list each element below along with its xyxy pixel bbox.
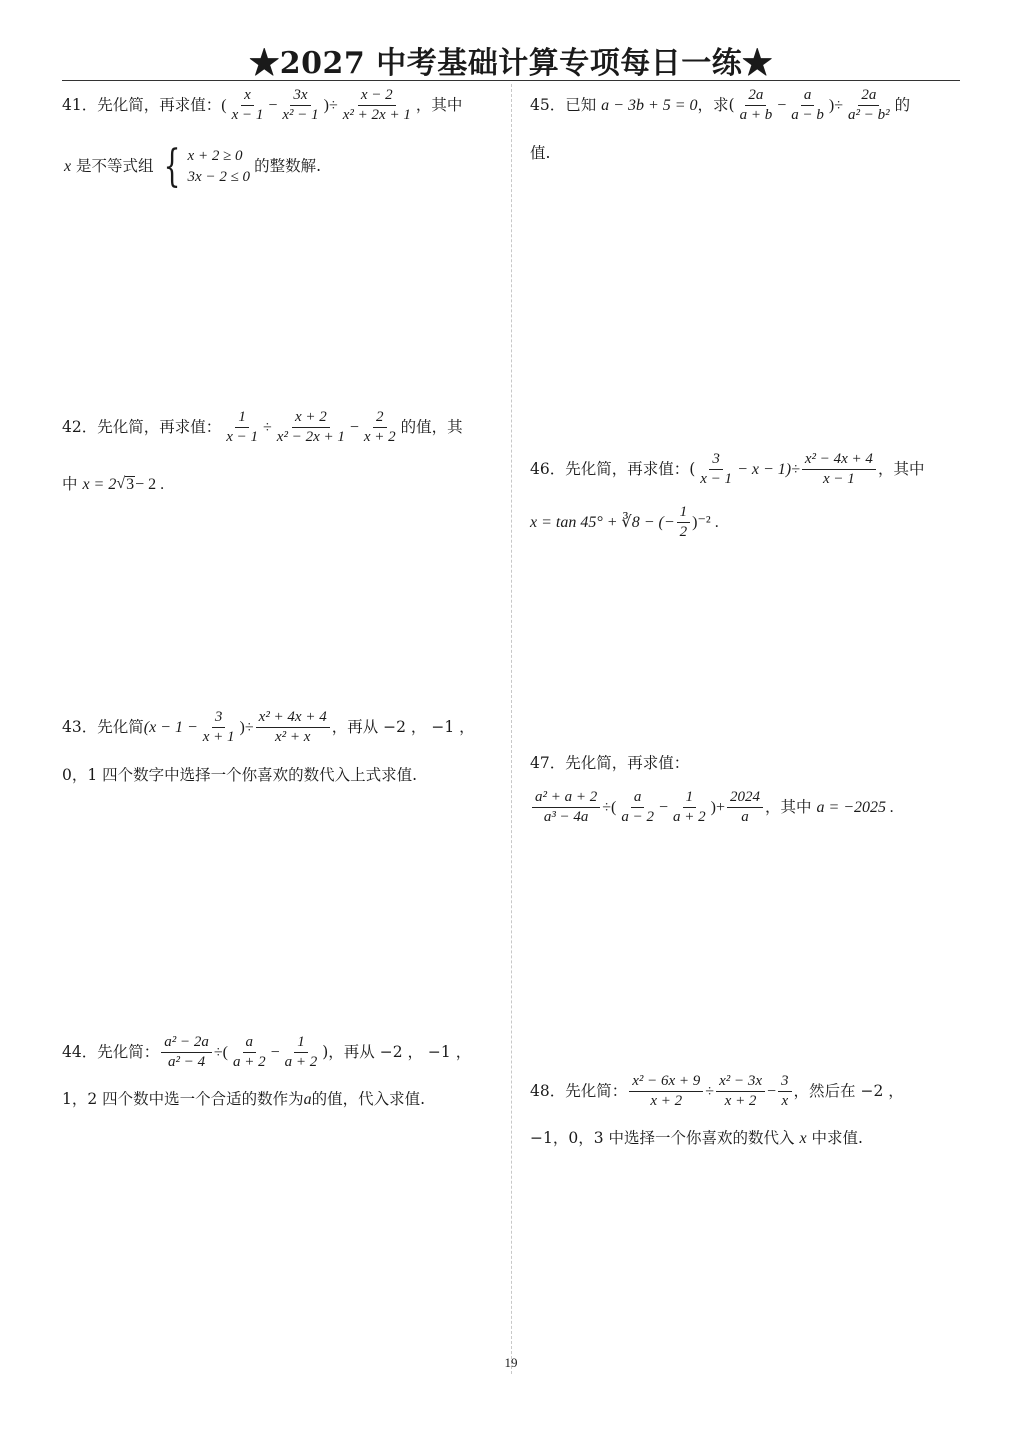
- denominator: 2: [679, 524, 688, 540]
- text-run: 48．先化简：: [530, 1081, 628, 1100]
- numerator: a: [801, 88, 815, 106]
- text-run: )+: [710, 798, 725, 816]
- text-run: 46．先化简，再求值：(: [530, 459, 696, 478]
- q45-frac1: [737, 88, 776, 123]
- q42-frac2: [274, 410, 348, 445]
- text-run: ，求(: [697, 95, 735, 114]
- q43-line2: [62, 768, 417, 784]
- numerator: x − 2: [358, 88, 396, 106]
- q42-line1: [62, 410, 463, 445]
- numerator: 3: [778, 1074, 792, 1092]
- text-run: −: [349, 418, 359, 436]
- numerator: a² + a + 2: [532, 790, 600, 808]
- text-run: ÷: [263, 418, 272, 436]
- text-run: 的: [894, 95, 911, 114]
- text-run: 是不等式组: [71, 157, 154, 176]
- denominator: x − 1: [231, 107, 264, 123]
- denominator: x: [781, 1093, 789, 1109]
- q41-frac1: [229, 88, 267, 123]
- text-run: 45．已知: [530, 95, 602, 114]
- numerator: 2a: [858, 88, 879, 106]
- denominator: x + 2: [724, 1093, 757, 1109]
- q44-frac3: [282, 1035, 321, 1070]
- text-run: )，再从 −2 ， −1 ，: [322, 1042, 472, 1061]
- numerator: x² − 4x + 4: [802, 452, 876, 470]
- q41-inequality-system: { x + 2 ≥ 0 3x − 2 ≤ 0: [163, 141, 251, 192]
- q48-frac1: [629, 1074, 703, 1109]
- text-run: 的整数解.: [254, 157, 321, 176]
- q43-frac1: [200, 710, 238, 745]
- q47-frac2: [618, 790, 657, 825]
- numerator: 1: [677, 505, 691, 523]
- denominator: x − 1: [226, 429, 259, 445]
- text-run: −: [658, 798, 669, 816]
- q44-frac2: [230, 1035, 269, 1070]
- q44-line2: [62, 1092, 425, 1108]
- denominator: a + 2: [673, 809, 706, 825]
- numerator: 1: [683, 790, 697, 808]
- q48-frac3: [778, 1074, 792, 1109]
- text-run: ，再从 −2 ， −1 ，: [331, 717, 475, 736]
- q47-frac3: [670, 790, 709, 825]
- denominator: x² + x: [274, 729, 311, 745]
- denominator: x + 1: [202, 729, 235, 745]
- denominator: a² − b²: [848, 107, 890, 123]
- text-run: 47．先化简，再求值：: [530, 754, 690, 772]
- text-run: 中: [62, 474, 83, 493]
- denominator: x + 2: [363, 429, 396, 445]
- text-run: ÷(: [213, 1043, 228, 1061]
- denominator: x² − 2x + 1: [276, 429, 345, 445]
- denominator: x − 1: [823, 471, 855, 487]
- q41-tail: ，其中: [415, 95, 463, 114]
- denominator: x + 2: [650, 1093, 683, 1109]
- q47-line1: [530, 756, 689, 772]
- denominator: a² − 4: [167, 1054, 206, 1070]
- text-run: 44．先化简：: [62, 1042, 160, 1061]
- denominator: a + 2: [284, 1054, 318, 1070]
- text-run: )÷: [239, 718, 254, 736]
- q42-frac3: [361, 410, 399, 445]
- numerator: 3: [709, 452, 723, 470]
- text-run: x = tan 45° + ∛8 − (−: [530, 513, 675, 531]
- numerator: 3: [212, 710, 226, 728]
- text-run: x: [64, 158, 72, 175]
- numerator: 1: [235, 410, 249, 428]
- q46-frac3: [677, 505, 691, 540]
- q46-line2: [530, 505, 719, 540]
- q41-line2: [64, 141, 321, 192]
- q41-lead: 41．先化简，再求值：: [62, 95, 222, 114]
- q46-frac1: [697, 452, 735, 487]
- numerator: x² − 6x + 9: [629, 1074, 703, 1092]
- denominator: x² − 1: [282, 107, 319, 123]
- text-run: a: [303, 1091, 312, 1108]
- q43-frac2: [256, 710, 330, 745]
- q42-frac1: [223, 410, 261, 445]
- q41-frac3: [340, 88, 414, 123]
- text-run: −: [777, 96, 787, 114]
- q42-line2: [62, 476, 164, 493]
- q48-frac2: [716, 1074, 765, 1109]
- q41-line1: [62, 88, 462, 123]
- q47-frac4: [727, 790, 763, 825]
- column-divider: [511, 84, 512, 1374]
- q48-line1: [530, 1074, 904, 1109]
- text-run: 值.: [530, 144, 551, 162]
- numerator: x² − 3x: [716, 1074, 765, 1092]
- denominator: a: [741, 809, 749, 825]
- text-run: ÷(: [602, 798, 617, 816]
- text-run: (: [221, 96, 227, 114]
- denominator: a³ − 4a: [543, 809, 589, 825]
- denominator: a − b: [791, 107, 824, 123]
- text-run: x = 2: [82, 475, 117, 493]
- denominator: x − 1: [700, 471, 733, 487]
- text-run: )⁻² .: [692, 513, 719, 531]
- text-run: −1，0，3 中选择一个你喜欢的数代入: [530, 1129, 800, 1148]
- numerator: 2a: [745, 88, 766, 106]
- q47-frac1: [532, 790, 600, 825]
- numerator: 2024: [727, 790, 763, 808]
- text-run: ，其中: [877, 459, 925, 478]
- denominator: a + b: [739, 107, 773, 123]
- text-run: ÷: [328, 96, 338, 114]
- text-run: ÷: [705, 1082, 715, 1100]
- text-run: ，然后在 −2 ，: [793, 1081, 904, 1100]
- numerator: x² + 4x + 4: [256, 710, 330, 728]
- text-run: x: [799, 1130, 807, 1147]
- numerator: 1: [294, 1035, 308, 1053]
- q47-line2: [530, 790, 894, 825]
- numerator: 3x: [290, 88, 310, 106]
- numerator: 2: [373, 410, 387, 428]
- text-run: )÷: [828, 96, 843, 114]
- text-run: −: [268, 96, 278, 114]
- denominator: x² + 2x + 1: [342, 107, 411, 123]
- q42-sqrt: √ 3: [116, 475, 135, 493]
- q41-frac2: [279, 88, 321, 123]
- text-run: (x − 1 −: [143, 718, 198, 736]
- q45-line1: [530, 88, 910, 123]
- text-run: 42．先化简，再求值：: [62, 417, 222, 436]
- q46-line1: [530, 452, 924, 487]
- text-run: 的值，代入求值.: [311, 1090, 426, 1109]
- q44-frac1: [161, 1035, 212, 1070]
- q45-line2: [530, 146, 550, 162]
- q46-frac2: [802, 452, 876, 487]
- text-run: − x − 1)÷: [737, 460, 800, 478]
- text-run: 中求值.: [806, 1129, 863, 1148]
- text-run: 的值，其: [400, 417, 463, 436]
- q44-line1: [62, 1035, 471, 1070]
- numerator: x + 2: [292, 410, 330, 428]
- text-run: 0，1 四个数字中选择一个你喜欢的数代入上式求值.: [62, 766, 418, 784]
- q43-line1: [62, 710, 475, 745]
- page-title: ★2027 中考基础计算专项每日一练★: [249, 46, 773, 81]
- numerator: a: [243, 1035, 257, 1053]
- page-number: 19: [504, 1355, 518, 1370]
- q48-line2: [530, 1131, 863, 1147]
- numerator: x: [241, 88, 254, 106]
- numerator: a² − 2a: [161, 1035, 212, 1053]
- q45-frac2: [788, 88, 827, 123]
- text-run: −: [767, 1082, 777, 1100]
- denominator: a − 2: [621, 809, 654, 825]
- text-run: 43．先化简: [62, 717, 144, 736]
- text-run: − 2 .: [135, 475, 165, 493]
- denominator: a + 2: [232, 1054, 266, 1070]
- text-run: ，其中: [765, 797, 817, 816]
- text-run: a − 3b + 5 = 0: [601, 96, 698, 114]
- q45-frac3: [845, 88, 893, 123]
- text-run: 1，2 四个数中选一个合适的数作为: [62, 1090, 304, 1109]
- text-run: −: [270, 1043, 280, 1061]
- text-run: ): [323, 96, 329, 114]
- numerator: a: [631, 790, 645, 808]
- text-run: a = −2025 .: [816, 798, 895, 816]
- header-rule: [62, 80, 960, 81]
